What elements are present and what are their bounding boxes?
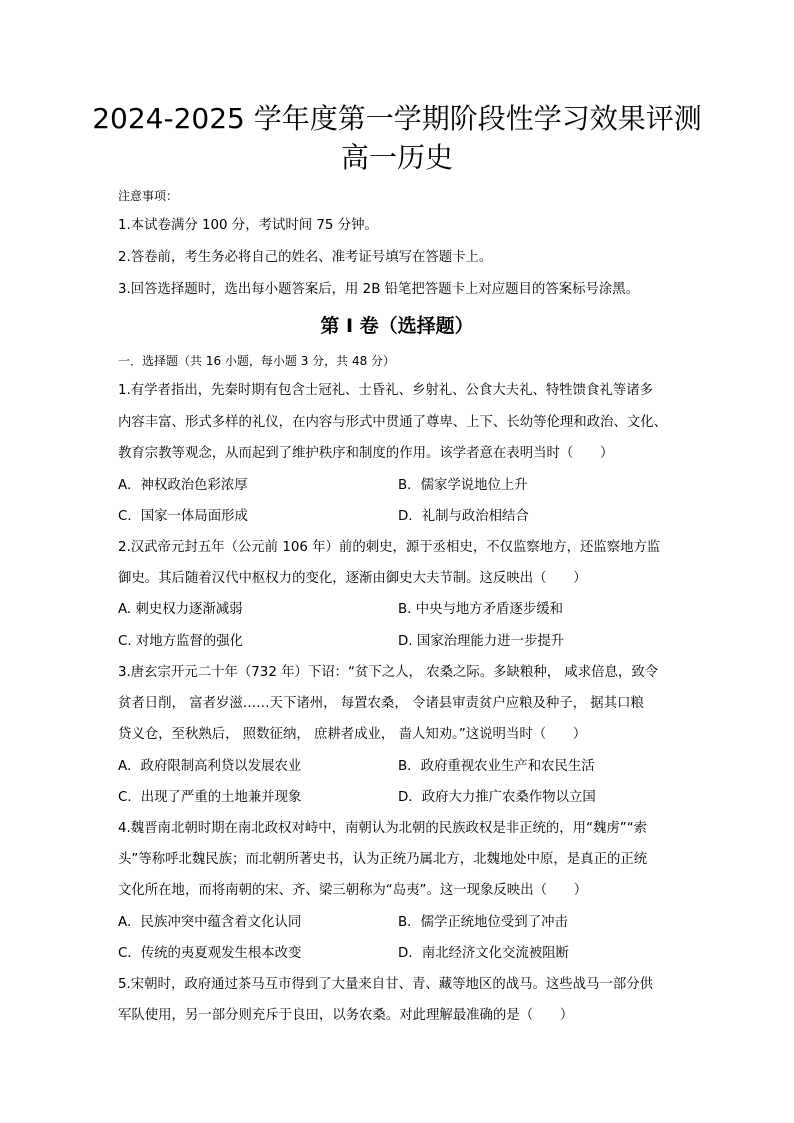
notice-heading: 注意事项： xyxy=(118,189,179,203)
question-4-line-1: 4.魏晋南北朝时期在南北政权对峙中，南朝认为北朝的民族政权是非正统的，用“魏虏”“索 xyxy=(118,821,648,836)
question-2-option-a: A. 刺史权力逐渐减弱 xyxy=(118,602,243,617)
question-4-option-c: C．传统的夷夏观发生根本改变 xyxy=(118,946,302,961)
question-1-option-b: B．儒家学说地位上升 xyxy=(398,478,528,493)
question-2-line-1: 2.汉武帝元封五年（公元前 106 年）前的刺史，源于丞相史，不仅监察地方，还监察地方监 xyxy=(118,540,661,555)
question-4-line-3: 文化所在地，而将南朝的宋、齐、梁三朝称为“岛夷”。这一现象反映出（ ） xyxy=(118,883,588,898)
question-1-line-1: 1.有学者指出，先秦时期有包含士冠礼、士昏礼、乡射礼、公食大夫礼、特牲馈食礼等诸多 xyxy=(118,383,654,398)
question-3-option-a: A．政府限制高利贷以发展农业 xyxy=(118,759,302,774)
question-3-option-c: C．出现了严重的土地兼并现象 xyxy=(118,790,302,805)
question-1-line-3: 教育宗教等观念，从而起到了维护秩序和制度的作用。该学者意在表明当时（ ） xyxy=(118,446,614,461)
question-1-options-row-2 xyxy=(118,507,708,527)
question-3-option-d: D．政府大力推广农桑作物以立国 xyxy=(398,790,596,805)
question-3-line-3: 贷义仓，至秋熟后， 照数征纳， 庶耕者成业， 啬人知劝。”这说明当时（ ） xyxy=(118,727,587,742)
question-2-line-2: 御史。其后随着汉代中枢权力的变化，逐渐由御史大夫节制。这反映出（ ） xyxy=(118,571,587,586)
question-4-options-row-1 xyxy=(118,913,708,933)
question-4-option-b: B．儒学正统地位受到了冲击 xyxy=(398,915,568,930)
question-1-line-2: 内容丰富、形式多样的礼仪，在内容与形式中贯通了尊卑、上下、长幼等伦理和政治、文化、 xyxy=(118,415,668,430)
question-3-option-b: B．政府重视农业生产和农民生活 xyxy=(398,759,595,774)
question-1-options-row-1 xyxy=(118,476,708,496)
question-5-line-2: 军队使用，另一部分则充斥于良田，以务农桑。对此理解最准确的是（ ） xyxy=(118,1008,574,1023)
section-subheading: 一．选择题（共 16 小题，每小题 3 分，共 48 分） xyxy=(118,354,396,368)
question-4-option-a: A．民族冲突中蕴含着文化认同 xyxy=(118,915,302,930)
question-2-options-row-2 xyxy=(118,632,708,652)
question-3-line-2: 贫者日削， 富者岁滋……天下诸州， 每置农桑， 令诸县审责贫户应粮及种子， 据其口粮 xyxy=(118,696,644,711)
notice-item-2: 2.答卷前，考生务必将自己的姓名、准考证号填写在答题卡上。 xyxy=(118,250,493,265)
part-heading: 第 I 卷（选择题） xyxy=(320,315,474,337)
question-3-options-row-1 xyxy=(118,757,708,777)
question-4-options-row-2 xyxy=(118,944,708,964)
question-3-options-row-2 xyxy=(118,788,708,808)
question-1-option-c: C．国家一体局面形成 xyxy=(118,509,248,524)
notice-item-3: 3.回答选择题时，选出每小题答案后，用 2B 铅笔把答题卡上对应题目的答案标号涂黑。 xyxy=(118,282,640,297)
question-2-options-row-1 xyxy=(118,600,708,620)
question-4-option-d: D．南北经济文化交流被阻断 xyxy=(398,946,569,961)
question-4-line-2: 头”等称呼北魏民族；而北朝所著史书，认为正统乃属北方，北魏地处中原，是真正的正统 xyxy=(118,852,648,867)
question-3-line-1: 3.唐玄宗开元二十年（732 年）下诏：“贫下之人， 农桑之际。多缺粮种， 咸求倍息，致令 xyxy=(118,665,659,680)
question-2-option-c: C. 对地方监督的强化 xyxy=(118,634,243,649)
question-2-option-d: D. 国家治理能力进一步提升 xyxy=(398,634,565,649)
question-1-option-d: D．礼制与政治相结合 xyxy=(398,509,529,524)
notice-item-1: 1.本试卷满分 100 分，考试时间 75 分钟。 xyxy=(118,218,378,233)
exam-title: 2024-2025 学年度第一学期阶段性学习效果评测 xyxy=(92,102,702,135)
question-5-line-1: 5.宋朝时，政府通过茶马互市得到了大量来自甘、青、藏等地区的战马。这些战马一部分供 xyxy=(118,977,654,992)
exam-subject: 高一历史 xyxy=(340,141,453,174)
question-1-option-a: A．神权政治色彩浓厚 xyxy=(118,478,248,493)
question-2-option-b: B. 中央与地方矛盾逐步缓和 xyxy=(398,602,563,617)
